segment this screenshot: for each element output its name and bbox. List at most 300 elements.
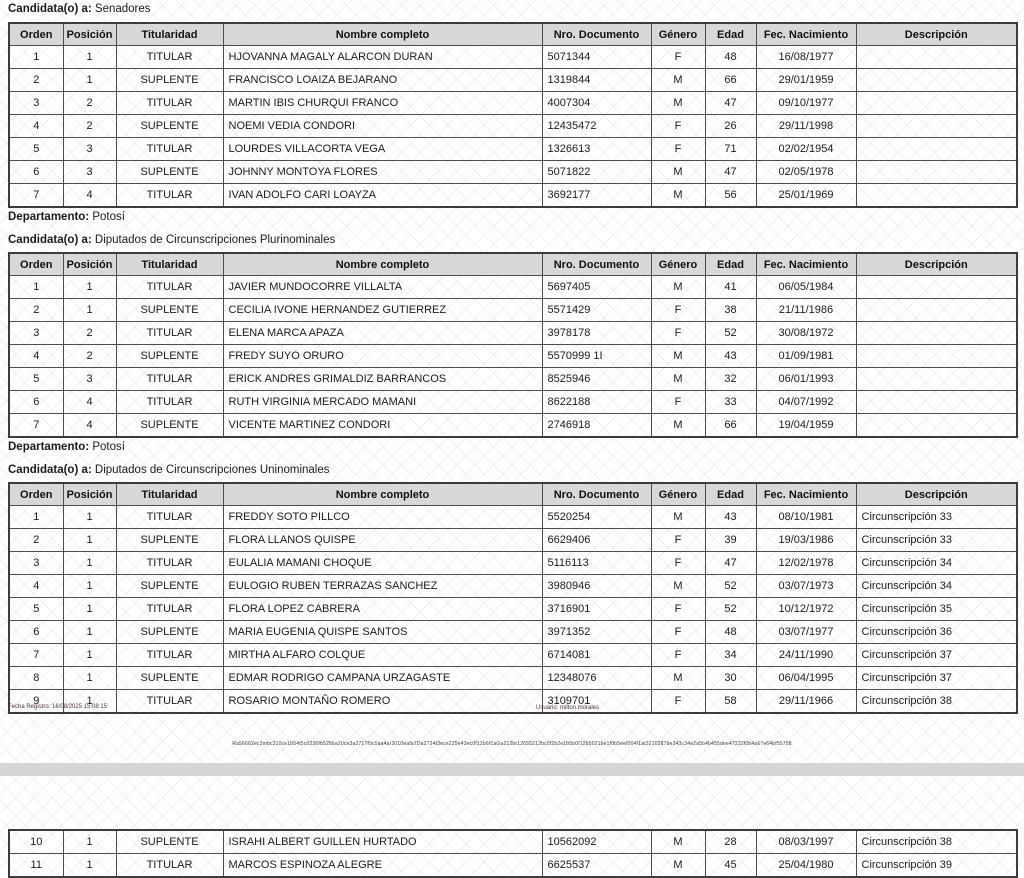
column-header: Orden	[9, 23, 63, 46]
table-cell	[856, 368, 1017, 391]
column-header: Fec. Nacimiento	[756, 483, 856, 506]
table-cell: 01/09/1981	[756, 345, 856, 368]
table-cell: 29/01/1959	[756, 69, 856, 92]
table-cell: 1	[63, 506, 116, 529]
table-cell: NOEMI VEDIA CONDORI	[223, 115, 542, 138]
candidacy-heading-uninominales	[8, 464, 330, 476]
table-cell: F	[651, 322, 705, 345]
candidacy-heading-plurinominales	[8, 234, 335, 246]
table-cell: 4	[9, 345, 63, 368]
table-cell	[856, 69, 1017, 92]
table-cell: 1	[63, 690, 116, 714]
column-header: Nombre completo	[223, 23, 542, 46]
table-cell: SUPLENTE	[116, 115, 223, 138]
table-cell: TITULAR	[116, 552, 223, 575]
table-cell: 5116113	[542, 552, 651, 575]
departamento-label: Departamento:	[8, 211, 90, 223]
table-cell: Circunscripción 36	[856, 621, 1017, 644]
table-cell	[856, 115, 1017, 138]
table-cell: VICENTE MARTINEZ CONDORI	[223, 414, 542, 438]
table-cell: 12435472	[542, 115, 651, 138]
table-cell: 47	[705, 161, 756, 184]
table-cell: 5697405	[542, 276, 651, 299]
table-row	[9, 598, 1017, 621]
table-cell: 33	[705, 391, 756, 414]
table-cell: 6629406	[542, 529, 651, 552]
table-cell: EULALIA MAMANI CHOQUE	[223, 552, 542, 575]
table-cell: 4	[9, 575, 63, 598]
table-cell: 3692177	[542, 184, 651, 208]
table-cell: F	[651, 46, 705, 69]
senadores-table	[8, 22, 1018, 208]
table-cell: 1	[63, 69, 116, 92]
table-row	[9, 161, 1017, 184]
table-row	[9, 621, 1017, 644]
table-cell: Circunscripción 34	[856, 575, 1017, 598]
table-cell: TITULAR	[116, 276, 223, 299]
departamento-label: Departamento:	[8, 441, 90, 453]
table-cell: F	[651, 690, 705, 714]
fecha-registro-footer: Fecha Registro: 16/08/2025 15:08:15	[8, 704, 108, 710]
table-cell: 29/11/1998	[756, 115, 856, 138]
column-header: Posición	[63, 23, 116, 46]
table-cell: FLORA LLANOS QUISPE	[223, 529, 542, 552]
table-cell: M	[651, 506, 705, 529]
table-row	[9, 667, 1017, 690]
column-header: Descripción	[856, 23, 1017, 46]
table-cell: 45	[705, 854, 756, 878]
column-header: Edad	[705, 23, 756, 46]
table-cell: 43	[705, 345, 756, 368]
table-cell: 4	[63, 414, 116, 438]
table-cell: 6	[9, 621, 63, 644]
table-cell: TITULAR	[116, 644, 223, 667]
table-cell: TITULAR	[116, 854, 223, 878]
table-cell: RUTH VIRGINIA MERCADO MAMANI	[223, 391, 542, 414]
table-cell: F	[651, 552, 705, 575]
table-cell: 2	[9, 69, 63, 92]
table-cell	[856, 391, 1017, 414]
table-cell: F	[651, 644, 705, 667]
table-cell: 1	[9, 46, 63, 69]
table-row	[9, 391, 1017, 414]
page-separator	[0, 763, 1024, 776]
table-cell: 3716901	[542, 598, 651, 621]
table-cell: 3	[9, 92, 63, 115]
table-cell: 5071822	[542, 161, 651, 184]
column-header: Nro. Documento	[542, 23, 651, 46]
table-cell: 38	[705, 299, 756, 322]
table-cell: 28	[705, 830, 756, 854]
table-cell: Circunscripción 33	[856, 506, 1017, 529]
table-row	[9, 184, 1017, 208]
table-cell: 08/10/1981	[756, 506, 856, 529]
table-row	[9, 138, 1017, 161]
table-cell: 39	[705, 529, 756, 552]
table-cell: 03/07/1977	[756, 621, 856, 644]
column-header: Posición	[63, 253, 116, 276]
table-cell: 52	[705, 575, 756, 598]
candidacy-value: Diputados de Circunscripciones Uninominales	[94, 464, 330, 476]
table-cell: 5520254	[542, 506, 651, 529]
table-row	[9, 854, 1017, 878]
table-cell: 7	[9, 644, 63, 667]
table-cell: Circunscripción 39	[856, 854, 1017, 878]
table-row	[9, 322, 1017, 345]
candidacy-label: Candidata(o) a:	[8, 234, 92, 246]
table-cell: 19/04/1959	[756, 414, 856, 438]
plurinominales-table	[8, 252, 1018, 438]
table-cell: 2	[63, 322, 116, 345]
table-cell: 10	[9, 830, 63, 854]
table-cell: 5	[9, 598, 63, 621]
table-cell: SUPLENTE	[116, 161, 223, 184]
departamento-value: Potosí	[92, 441, 125, 453]
table-cell: 06/01/1993	[756, 368, 856, 391]
table-cell: 24/11/1990	[756, 644, 856, 667]
table-cell: M	[651, 276, 705, 299]
table-cell: 66	[705, 414, 756, 438]
table-cell: 1	[9, 506, 63, 529]
table-row	[9, 414, 1017, 438]
table-cell: 25/04/1980	[756, 854, 856, 878]
column-header: Nombre completo	[223, 483, 542, 506]
column-header: Género	[651, 483, 705, 506]
table-cell: Circunscripción 37	[856, 667, 1017, 690]
table-cell: 29/11/1966	[756, 690, 856, 714]
table-cell: 5570999 1I	[542, 345, 651, 368]
table-cell: TITULAR	[116, 92, 223, 115]
table-cell: 71	[705, 138, 756, 161]
table-cell: M	[651, 830, 705, 854]
table-cell: 02/02/1954	[756, 138, 856, 161]
table-cell: 08/03/1997	[756, 830, 856, 854]
table-cell: 3109701	[542, 690, 651, 714]
hash-text: Ra56662ec3mbc310ce1b54t5c0236fb526ba20ce3a2717f0c0aa4ar3010eafa7Da2724t3ece225e43ec0f12b6f1aGa212br12655212bc0f2b2e1b5b0f12b5021be1f0b5eef004f1at3210287be343c34e2a5b4b455dee47232f0b4a67e64bf55758	[232, 741, 792, 747]
departamento-value: Potosí	[92, 211, 125, 223]
table-cell: SUPLENTE	[116, 621, 223, 644]
column-header: Titularidad	[116, 253, 223, 276]
table-cell: 3	[63, 161, 116, 184]
table-cell: MIRTHA ALFARO COLQUE	[223, 644, 542, 667]
table-cell: MARIA EUGENIA QUISPE SANTOS	[223, 621, 542, 644]
uninominales-table-continued	[8, 829, 1018, 878]
table-row	[9, 276, 1017, 299]
table-cell: M	[651, 184, 705, 208]
table-cell: JAVIER MUNDOCORRE VILLALTA	[223, 276, 542, 299]
table-cell: 66	[705, 69, 756, 92]
table-cell: 1	[63, 299, 116, 322]
table-cell: ERICK ANDRES GRIMALDIZ BARRANCOS	[223, 368, 542, 391]
header-row	[9, 483, 1017, 506]
table-cell: Circunscripción 33	[856, 529, 1017, 552]
column-header: Nro. Documento	[542, 253, 651, 276]
table-row	[9, 69, 1017, 92]
table-cell: 06/05/1984	[756, 276, 856, 299]
uninominales-table	[8, 482, 1018, 714]
table-cell: 48	[705, 46, 756, 69]
table-cell: 3	[9, 322, 63, 345]
table-cell: 1	[63, 830, 116, 854]
table-cell: 1	[63, 621, 116, 644]
column-header: Edad	[705, 483, 756, 506]
table-cell: M	[651, 854, 705, 878]
candidacy-value: Diputados de Circunscripciones Plurinominales	[94, 234, 336, 246]
table-cell: 3978178	[542, 322, 651, 345]
table-cell: 3	[63, 368, 116, 391]
table-cell: F	[651, 299, 705, 322]
table-cell: 7	[9, 184, 63, 208]
table-cell: FREDY SUYO ORURO	[223, 345, 542, 368]
table-cell: SUPLENTE	[116, 667, 223, 690]
column-header: Titularidad	[116, 483, 223, 506]
table-cell: MARCOS ESPINOZA ALEGRE	[223, 854, 542, 878]
table-cell: 47	[705, 552, 756, 575]
header-row	[9, 253, 1017, 276]
table-cell: M	[651, 414, 705, 438]
column-header: Descripción	[856, 253, 1017, 276]
table-cell: TITULAR	[116, 184, 223, 208]
table-cell: IVAN ADOLFO CARI LOAYZA	[223, 184, 542, 208]
candidacy-value: Senadores	[94, 3, 151, 15]
table-cell: SUPLENTE	[116, 345, 223, 368]
table-cell: F	[651, 391, 705, 414]
table-cell: TITULAR	[116, 368, 223, 391]
table-cell: 43	[705, 506, 756, 529]
table-cell: 1319844	[542, 69, 651, 92]
table-cell: 4	[9, 115, 63, 138]
table-cell: M	[651, 667, 705, 690]
column-header: Orden	[9, 483, 63, 506]
column-header: Descripción	[856, 483, 1017, 506]
table-cell: 03/07/1973	[756, 575, 856, 598]
table-row	[9, 529, 1017, 552]
table-cell: TITULAR	[116, 322, 223, 345]
column-header: Género	[651, 253, 705, 276]
table-row	[9, 299, 1017, 322]
table-cell: 7	[9, 414, 63, 438]
table-cell: 30	[705, 667, 756, 690]
table-cell: TITULAR	[116, 598, 223, 621]
table-row	[9, 92, 1017, 115]
table-cell: M	[651, 161, 705, 184]
table-cell: MARTIN IBIS CHURQUI FRANCO	[223, 92, 542, 115]
table-cell: 4007304	[542, 92, 651, 115]
table-cell: 5071344	[542, 46, 651, 69]
table-cell: 16/08/1977	[756, 46, 856, 69]
table-cell: 1	[63, 276, 116, 299]
table-cell	[856, 299, 1017, 322]
table-cell: 58	[705, 690, 756, 714]
departamento-line	[8, 441, 125, 453]
table-row	[9, 575, 1017, 598]
table-cell: JOHNNY MONTOYA FLORES	[223, 161, 542, 184]
candidacy-label: Candidata(o) a:	[8, 3, 92, 15]
table-cell: CECILIA IVONE HERNANDEZ GUTIERREZ	[223, 299, 542, 322]
table-cell: 1	[63, 552, 116, 575]
table-cell: 5571429	[542, 299, 651, 322]
column-header: Titularidad	[116, 23, 223, 46]
table-cell: 04/07/1992	[756, 391, 856, 414]
table-cell: 4	[63, 391, 116, 414]
table-row	[9, 690, 1017, 714]
column-header: Orden	[9, 253, 63, 276]
column-header: Fec. Nacimiento	[756, 23, 856, 46]
table-cell: 1	[63, 644, 116, 667]
table-cell: TITULAR	[116, 391, 223, 414]
column-header: Posición	[63, 483, 116, 506]
candidacy-heading-senadores	[8, 3, 151, 15]
table-cell: M	[651, 575, 705, 598]
table-cell: 21/11/1986	[756, 299, 856, 322]
table-cell: 2	[63, 115, 116, 138]
table-cell: 3	[63, 138, 116, 161]
table-cell: 4	[63, 184, 116, 208]
table-cell: 12348076	[542, 667, 651, 690]
table-cell: 1	[63, 667, 116, 690]
table-cell: 30/08/1972	[756, 322, 856, 345]
table-cell: 1	[63, 854, 116, 878]
table-cell: 52	[705, 322, 756, 345]
table-cell: SUPLENTE	[116, 529, 223, 552]
table-cell: F	[651, 138, 705, 161]
table-cell: 48	[705, 621, 756, 644]
table-cell: 3971352	[542, 621, 651, 644]
table-cell: SUPLENTE	[116, 299, 223, 322]
table-cell: 2746918	[542, 414, 651, 438]
table-cell: LOURDES VILLACORTA VEGA	[223, 138, 542, 161]
table-cell: F	[651, 598, 705, 621]
table-cell: M	[651, 69, 705, 92]
table-cell: 6625537	[542, 854, 651, 878]
table-cell: FLORA LOPEZ CABRERA	[223, 598, 542, 621]
table-cell: 3980946	[542, 575, 651, 598]
table-cell	[856, 322, 1017, 345]
column-header: Fec. Nacimiento	[756, 253, 856, 276]
table-cell: F	[651, 529, 705, 552]
table-cell: 8	[9, 667, 63, 690]
table-cell: 41	[705, 276, 756, 299]
table-cell: FREDDY SOTO PILLCO	[223, 506, 542, 529]
table-cell: 1	[63, 575, 116, 598]
table-cell	[856, 161, 1017, 184]
table-cell: 5	[9, 138, 63, 161]
table-cell: TITULAR	[116, 690, 223, 714]
table-cell: Circunscripción 35	[856, 598, 1017, 621]
table-cell: TITULAR	[116, 138, 223, 161]
table-cell	[856, 46, 1017, 69]
table-cell: 1326613	[542, 138, 651, 161]
column-header: Nro. Documento	[542, 483, 651, 506]
table-row	[9, 830, 1017, 854]
table-cell: HJOVANNA MAGALY ALARCON DURAN	[223, 46, 542, 69]
table-cell: 1	[63, 46, 116, 69]
departamento-line	[8, 211, 125, 223]
table-cell	[856, 345, 1017, 368]
table-cell: F	[651, 621, 705, 644]
table-cell: 1	[9, 276, 63, 299]
table-cell: Circunscripción 34	[856, 552, 1017, 575]
table-cell: 11	[9, 854, 63, 878]
table-cell: EULOGIO RUBEN TERRAZAS SANCHEZ	[223, 575, 542, 598]
table-cell: M	[651, 92, 705, 115]
table-cell: 6	[9, 391, 63, 414]
table-cell: 26	[705, 115, 756, 138]
table-cell: 56	[705, 184, 756, 208]
table-cell	[856, 184, 1017, 208]
table-cell: 52	[705, 598, 756, 621]
table-cell: 9	[9, 690, 63, 714]
table-cell: 47	[705, 92, 756, 115]
table-cell: 02/05/1978	[756, 161, 856, 184]
table-cell: 10562092	[542, 830, 651, 854]
table-cell: TITULAR	[116, 46, 223, 69]
column-header: Edad	[705, 253, 756, 276]
table-row	[9, 345, 1017, 368]
table-cell: 6714081	[542, 644, 651, 667]
table-cell: Circunscripción 37	[856, 644, 1017, 667]
table-cell: 1	[63, 529, 116, 552]
table-row	[9, 46, 1017, 69]
table-cell	[856, 138, 1017, 161]
table-cell: SUPLENTE	[116, 575, 223, 598]
table-cell: ISRAHI ALBERT GUILLEN HURTADO	[223, 830, 542, 854]
table-cell	[856, 276, 1017, 299]
table-cell: TITULAR	[116, 506, 223, 529]
table-cell: 6	[9, 161, 63, 184]
table-cell: Circunscripción 38	[856, 690, 1017, 714]
table-cell: SUPLENTE	[116, 414, 223, 438]
table-row	[9, 552, 1017, 575]
usuario-footer: Usuario: milton.morales	[536, 705, 600, 711]
table-cell: 25/01/1969	[756, 184, 856, 208]
table-cell	[856, 414, 1017, 438]
table-cell: M	[651, 368, 705, 391]
page-2-background	[0, 776, 1024, 875]
column-header: Género	[651, 23, 705, 46]
table-cell	[856, 92, 1017, 115]
table-cell: EDMAR RODRIGO CAMPANA URZAGASTE	[223, 667, 542, 690]
table-row	[9, 368, 1017, 391]
table-cell: 2	[63, 92, 116, 115]
table-cell: Circunscripción 38	[856, 830, 1017, 854]
table-cell: 34	[705, 644, 756, 667]
table-row	[9, 115, 1017, 138]
table-cell: SUPLENTE	[116, 69, 223, 92]
table-row	[9, 506, 1017, 529]
table-cell: ELENA MARCA APAZA	[223, 322, 542, 345]
table-cell: 19/03/1986	[756, 529, 856, 552]
candidacy-label: Candidata(o) a:	[8, 464, 92, 476]
table-cell: 12/02/1978	[756, 552, 856, 575]
table-cell: F	[651, 115, 705, 138]
table-cell: SUPLENTE	[116, 830, 223, 854]
table-cell: 5	[9, 368, 63, 391]
table-cell: 06/04/1995	[756, 667, 856, 690]
table-cell: 09/10/1977	[756, 92, 856, 115]
table-cell: 8622188	[542, 391, 651, 414]
table-row	[9, 644, 1017, 667]
column-header: Nombre completo	[223, 253, 542, 276]
table-cell: 1	[63, 598, 116, 621]
table-cell: 3	[9, 552, 63, 575]
table-cell: 8525946	[542, 368, 651, 391]
table-cell: 32	[705, 368, 756, 391]
table-cell: FRANCISCO LOAIZA BEJARANO	[223, 69, 542, 92]
table-cell: 2	[63, 345, 116, 368]
header-row	[9, 23, 1017, 46]
table-cell: 10/12/1972	[756, 598, 856, 621]
